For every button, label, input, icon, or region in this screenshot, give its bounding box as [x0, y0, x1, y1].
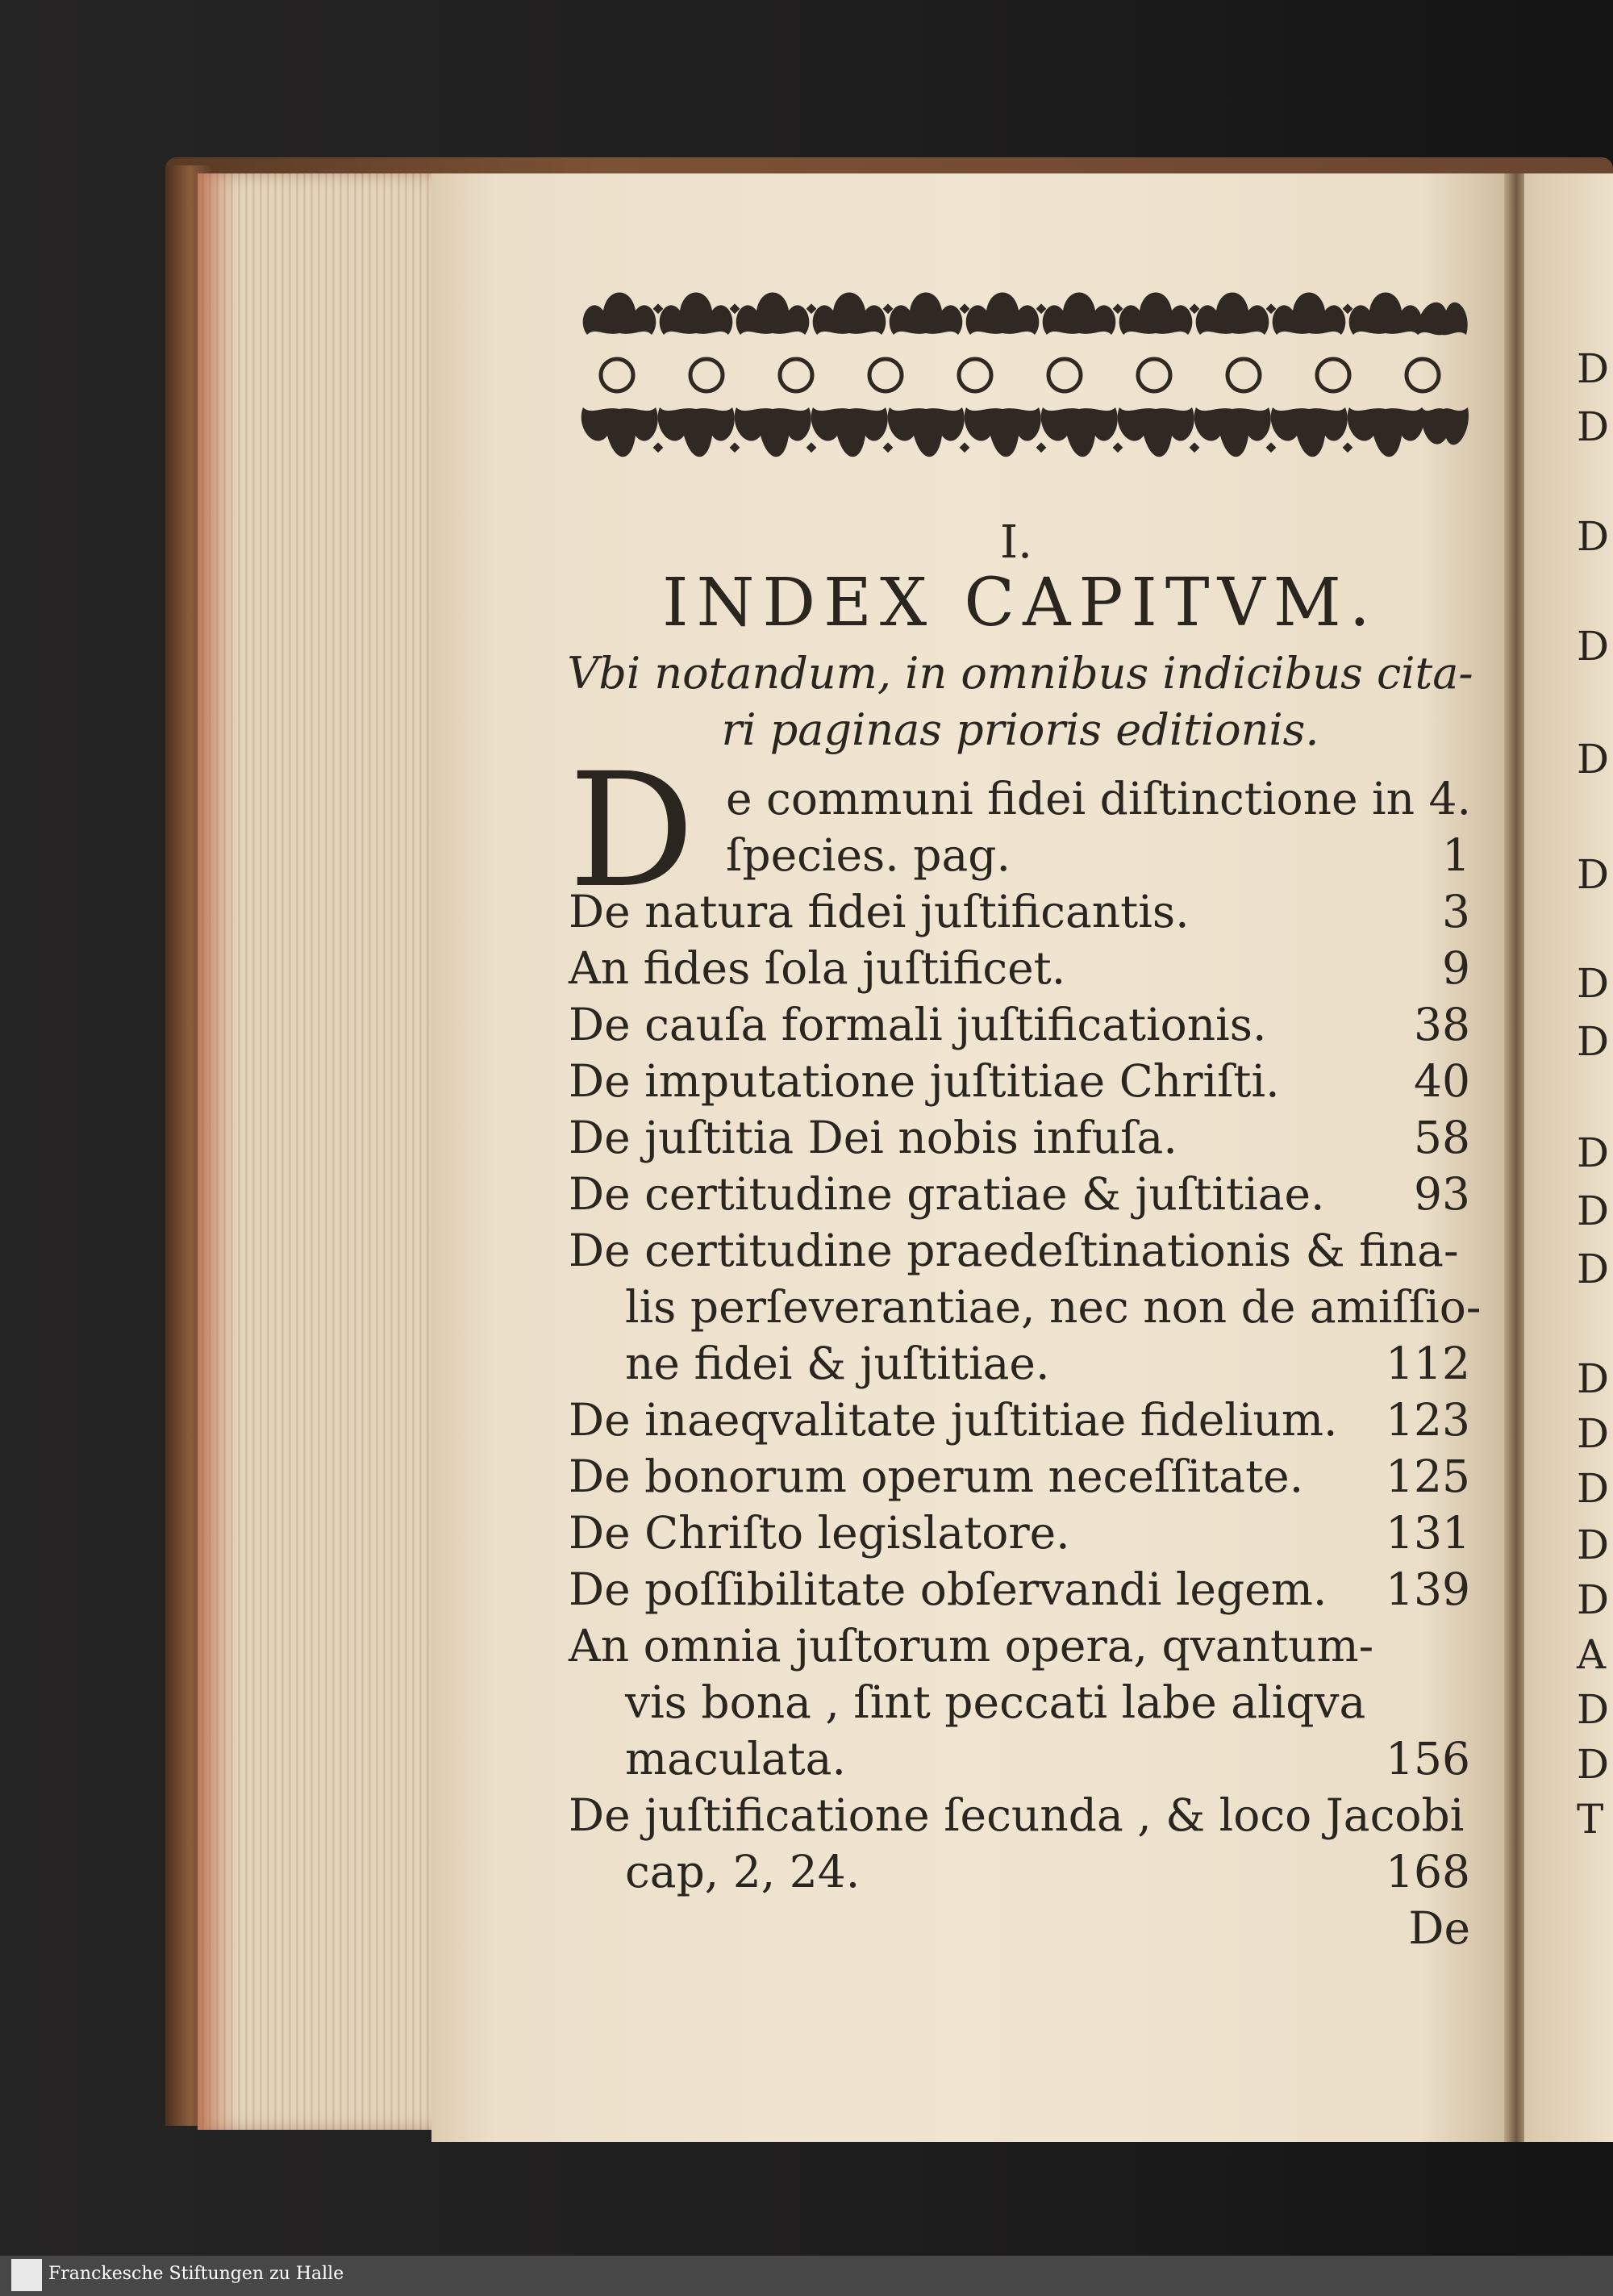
right-letter: D [1577, 1129, 1610, 1176]
subtitle-line: Vbi notandum, in omnibus indicibus cita- [567, 648, 1473, 699]
right-letter: D [1577, 1465, 1610, 1512]
subtitle-line: ri paginas prioris editionis. [721, 704, 1319, 755]
entry-text: ne fidei & juſtitiae. [625, 1338, 1050, 1389]
index-entry [569, 1505, 1470, 1561]
entry-text: De juſtificatione ſecunda , & loco Jacobi [569, 1789, 1465, 1841]
right-letter: D [1577, 851, 1610, 898]
index-entry [569, 1561, 1470, 1618]
index-entry [569, 1166, 1470, 1222]
fleuron-top-icon [583, 293, 1468, 336]
entry-page: 93 [1414, 1168, 1470, 1220]
right-letter: D [1577, 1686, 1610, 1733]
entry-page: 125 [1386, 1451, 1470, 1502]
entry-text: cap, 2, 24. [625, 1846, 861, 1897]
index-entry [569, 1787, 1470, 1843]
entry-text: vis bona , ſint peccati labe aliqva [625, 1676, 1366, 1728]
right-letter: D [1577, 1576, 1610, 1623]
right-letter: D [1577, 1355, 1610, 1402]
entry-text: De Chriſto legislatore. [569, 1507, 1070, 1559]
red-page-edge [198, 173, 238, 2130]
entry-text: An fides ſola juſtificet. [569, 942, 1066, 994]
entry-page: 112 [1386, 1338, 1470, 1389]
entry-page: 38 [1414, 999, 1470, 1050]
ornament-band [571, 278, 1474, 476]
right-letter: D [1577, 1018, 1610, 1065]
entry-text: De natura fidei juſtificantis. [569, 886, 1190, 937]
entry-text: De certitudine praedeſtinationis & fina- [569, 1225, 1459, 1276]
index-entry [569, 827, 1470, 883]
index-entry [569, 1843, 1470, 1900]
entry-page: 139 [1386, 1563, 1470, 1615]
index-entry [569, 1618, 1470, 1674]
section-number: I. [1000, 516, 1032, 569]
entry-text: ſpecies. pag. [726, 829, 1011, 881]
index-entry [569, 1279, 1482, 1335]
entry-text: De cauſa formali juſtificationis. [569, 999, 1267, 1050]
entry-text: maculata. [625, 1733, 846, 1785]
index-entry [569, 996, 1470, 1053]
entry-page: 168 [1386, 1846, 1470, 1897]
institution-logo-icon [11, 2259, 42, 2291]
entry-page: 156 [1386, 1733, 1470, 1785]
index-entry [569, 1392, 1470, 1448]
entry-text: De inaeqvalitate juſtitiae fidelium. [569, 1394, 1338, 1446]
catchword: De [1408, 1902, 1470, 1954]
page-title: INDEX CAPITVM. [662, 565, 1378, 641]
entry-page: 123 [1386, 1394, 1470, 1446]
right-letter: D [1577, 960, 1610, 1007]
index-entry [569, 1674, 1470, 1730]
index-entry [569, 1109, 1470, 1166]
entry-text: An omnia juſtorum opera, qvantum- [569, 1620, 1374, 1672]
right-letter: D [1577, 623, 1610, 670]
entry-text: e communi fidei diſtinctione in 4. [726, 773, 1471, 824]
right-letter: D [1577, 513, 1610, 560]
drop-cap: D [569, 739, 695, 922]
right-letter: A [1577, 1631, 1607, 1678]
right-letter: D [1577, 345, 1610, 392]
entry-page: 40 [1414, 1055, 1470, 1107]
entry-page: 1 [1442, 829, 1470, 881]
entry-text: lis perſeverantiae, nec non de amiſſio- [625, 1281, 1482, 1333]
right-letter: D [1577, 736, 1610, 783]
footer-bar [0, 2256, 1613, 2296]
index-entry [569, 1222, 1470, 1279]
entry-page: 131 [1386, 1507, 1470, 1559]
right-letter: D [1577, 1741, 1610, 1788]
entry-page: 3 [1442, 886, 1470, 937]
index-entry [569, 1730, 1470, 1787]
right-letter: D [1577, 1522, 1610, 1568]
right-letter: D [1577, 403, 1610, 450]
footer-label: Franckesche Stiftungen zu Halle [48, 2264, 344, 2284]
index-entry [569, 1335, 1470, 1392]
index-entry [569, 883, 1470, 940]
entry-page: 58 [1414, 1112, 1470, 1163]
ring-row-icon [601, 359, 1439, 391]
fleuron-bottom-icon [581, 407, 1469, 457]
entry-text: De imputatione juſtitiae Chriſti. [569, 1055, 1280, 1107]
entry-text: De certitudine gratiae & juſtitiae. [569, 1168, 1325, 1220]
entry-page: 9 [1442, 942, 1470, 994]
subtitle [565, 645, 1476, 758]
index-entry [569, 940, 1470, 996]
right-letter: D [1577, 1188, 1610, 1234]
entry-text: De bonorum operum neceſſitate. [569, 1451, 1304, 1502]
index-entry [569, 1053, 1470, 1109]
right-letter: T [1577, 1796, 1604, 1843]
right-letter: D [1577, 1410, 1610, 1457]
right-letter: D [1577, 1246, 1610, 1292]
entry-text: De juſtitia Dei nobis infuſa. [569, 1112, 1177, 1163]
index-entry [569, 770, 1470, 827]
index-entry [569, 1448, 1470, 1505]
entry-text: De poſſibilitate obſervandi legem. [569, 1563, 1327, 1615]
